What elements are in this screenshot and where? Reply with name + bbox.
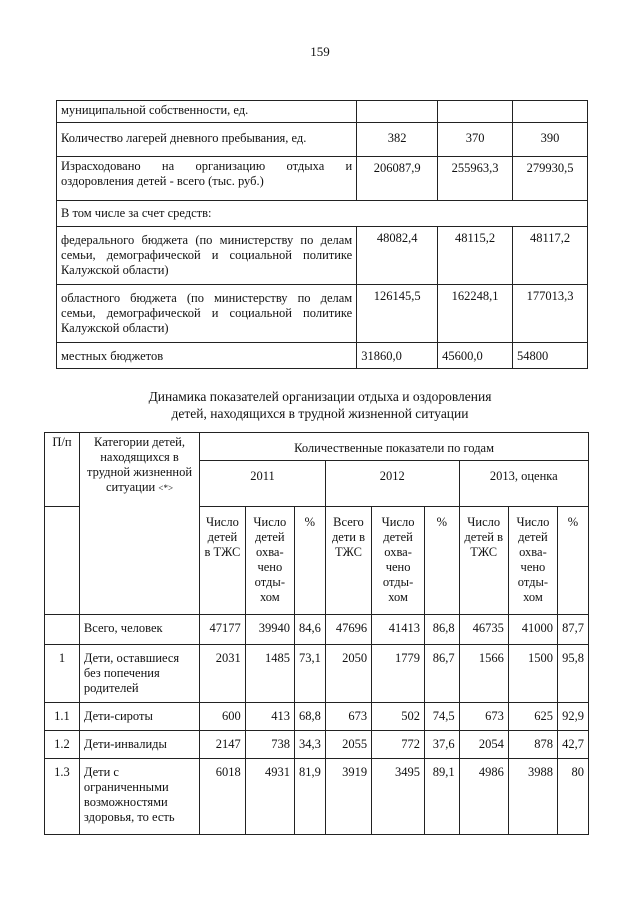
value-cell: 738 (245, 731, 294, 759)
row-label: Дети, оставшиеся без попечения родителей (79, 645, 199, 703)
value-cell: 673 (325, 703, 371, 731)
sub-header: Число детей охва-чено отды-хом (245, 507, 294, 615)
header-num: П/п (45, 433, 80, 507)
value-cell: 86,7 (425, 645, 460, 703)
row-label: областного бюджета (по министерству по делам семьи, демографической и социальной политике Калужской области) (57, 285, 357, 343)
year-2012: 2012 (325, 461, 459, 507)
sub-header: Число детей охва-чено отды-хом (372, 507, 425, 615)
value-cell: 2055 (325, 731, 371, 759)
value-cell: 600 (200, 703, 246, 731)
value-cell: 1500 (508, 645, 557, 703)
value-cell: 126145,5 (357, 285, 438, 343)
value-cell: 47696 (325, 615, 371, 645)
value-cell: 3495 (372, 759, 425, 835)
table-row (45, 759, 589, 835)
value-cell: 42,7 (558, 731, 589, 759)
value-cell: 2050 (325, 645, 371, 703)
value-cell: 625 (508, 703, 557, 731)
sub-header: % (558, 507, 589, 615)
value-cell: 878 (508, 731, 557, 759)
value-cell: 177013,3 (513, 285, 588, 343)
value-cell: 6018 (200, 759, 246, 835)
value-cell: 3988 (508, 759, 557, 835)
value-cell: 89,1 (425, 759, 460, 835)
value-cell: 48082,4 (357, 227, 438, 285)
value-cell: 48117,2 (513, 227, 588, 285)
value-cell: 54800 (513, 343, 588, 369)
value-cell: 47177 (200, 615, 246, 645)
value-cell: 39940 (245, 615, 294, 645)
table-row (57, 227, 588, 285)
header-row (45, 433, 589, 461)
value-cell: 92,9 (558, 703, 589, 731)
value-cell: 37,6 (425, 731, 460, 759)
value-cell: 4931 (245, 759, 294, 835)
value-cell: 95,8 (558, 645, 589, 703)
value-cell: 80 (558, 759, 589, 835)
footnote-mark: <*> (158, 483, 174, 493)
row-label: Всего, человек (79, 615, 199, 645)
value-cell: 390 (513, 123, 588, 157)
value-cell: 45600,0 (438, 343, 513, 369)
value-cell: 413 (245, 703, 294, 731)
value-cell: 382 (357, 123, 438, 157)
row-number: 1.3 (45, 759, 80, 835)
header-category: Категории детей, находящихся в трудной жизненной ситуации <*> (79, 433, 199, 615)
value-cell: 86,8 (425, 615, 460, 645)
page-number: 159 (310, 44, 330, 59)
table-row (57, 343, 588, 369)
row-label: Израсходовано на организацию отдыха и оздоровления детей - всего (тыс. руб.) (57, 157, 357, 201)
value-cell: 84,6 (294, 615, 325, 645)
value-cell: 46735 (459, 615, 508, 645)
value-cell: 162248,1 (438, 285, 513, 343)
value-cell: 3919 (325, 759, 371, 835)
value-cell: 48115,2 (438, 227, 513, 285)
row-label: Дети с ограниченными возможностями здоровья, то есть (79, 759, 199, 835)
table-row (57, 201, 588, 227)
year-2013: 2013, оценка (459, 461, 588, 507)
funding-table (56, 100, 588, 369)
table-row (57, 101, 588, 123)
table-row (57, 123, 588, 157)
value-cell: 4986 (459, 759, 508, 835)
row-number: 1.1 (45, 703, 80, 731)
row-number: 1.2 (45, 731, 80, 759)
title-line-2: детей, находящихся в трудной жизненной ситуации (171, 406, 469, 421)
value-cell: 255963,3 (438, 157, 513, 201)
row-number: 1 (45, 645, 80, 703)
table-row (45, 703, 589, 731)
sub-header: Число детей охва-чено отды-хом (508, 507, 557, 615)
value-cell: 1485 (245, 645, 294, 703)
value-cell: 41413 (372, 615, 425, 645)
value-cell: 772 (372, 731, 425, 759)
value-cell: 31860,0 (357, 343, 438, 369)
row-label: Дети-сироты (79, 703, 199, 731)
value-cell: 1779 (372, 645, 425, 703)
value-cell: 206087,9 (357, 157, 438, 201)
value-cell: 279930,5 (513, 157, 588, 201)
table-title (0, 388, 640, 422)
sub-header: Число детей в ТЖС (459, 507, 508, 615)
sub-header: % (294, 507, 325, 615)
row-label: федерального бюджета (по министерству по делам семьи, демографической и социальной политике Калужской области) (57, 227, 357, 285)
value-cell: 502 (372, 703, 425, 731)
value-cell: 68,8 (294, 703, 325, 731)
sub-header: % (425, 507, 460, 615)
row-label: местных бюджетов (57, 343, 357, 369)
row-number (45, 615, 80, 645)
title-line-1: Динамика показателей организации отдыха и оздоровления (148, 389, 492, 404)
value-cell: 74,5 (425, 703, 460, 731)
row-label: муниципальной собственности, ед. (57, 101, 357, 123)
value-cell: 1566 (459, 645, 508, 703)
value-cell: 673 (459, 703, 508, 731)
value-cell: 41000 (508, 615, 557, 645)
sub-header: Всего дети в ТЖС (325, 507, 371, 615)
value-cell: 2031 (200, 645, 246, 703)
value-cell: 73,1 (294, 645, 325, 703)
value-cell: 2054 (459, 731, 508, 759)
row-label: Дети-инвалиды (79, 731, 199, 759)
value-cell: 87,7 (558, 615, 589, 645)
value-cell: 2147 (200, 731, 246, 759)
table-row (57, 285, 588, 343)
table-row (45, 645, 589, 703)
section-label: В том числе за счет средств: (57, 201, 588, 227)
sub-header: Число детей в ТЖС (200, 507, 246, 615)
header-group: Количественные показатели по годам (200, 433, 589, 461)
row-label: Количество лагерей дневного пребывания, ед. (57, 123, 357, 157)
children-rest-table (44, 432, 589, 835)
value-cell: 370 (438, 123, 513, 157)
value-cell: 81,9 (294, 759, 325, 835)
table-row (45, 731, 589, 759)
value-cell: 34,3 (294, 731, 325, 759)
table-row (57, 157, 588, 201)
table-row (45, 615, 589, 645)
year-2011: 2011 (200, 461, 326, 507)
